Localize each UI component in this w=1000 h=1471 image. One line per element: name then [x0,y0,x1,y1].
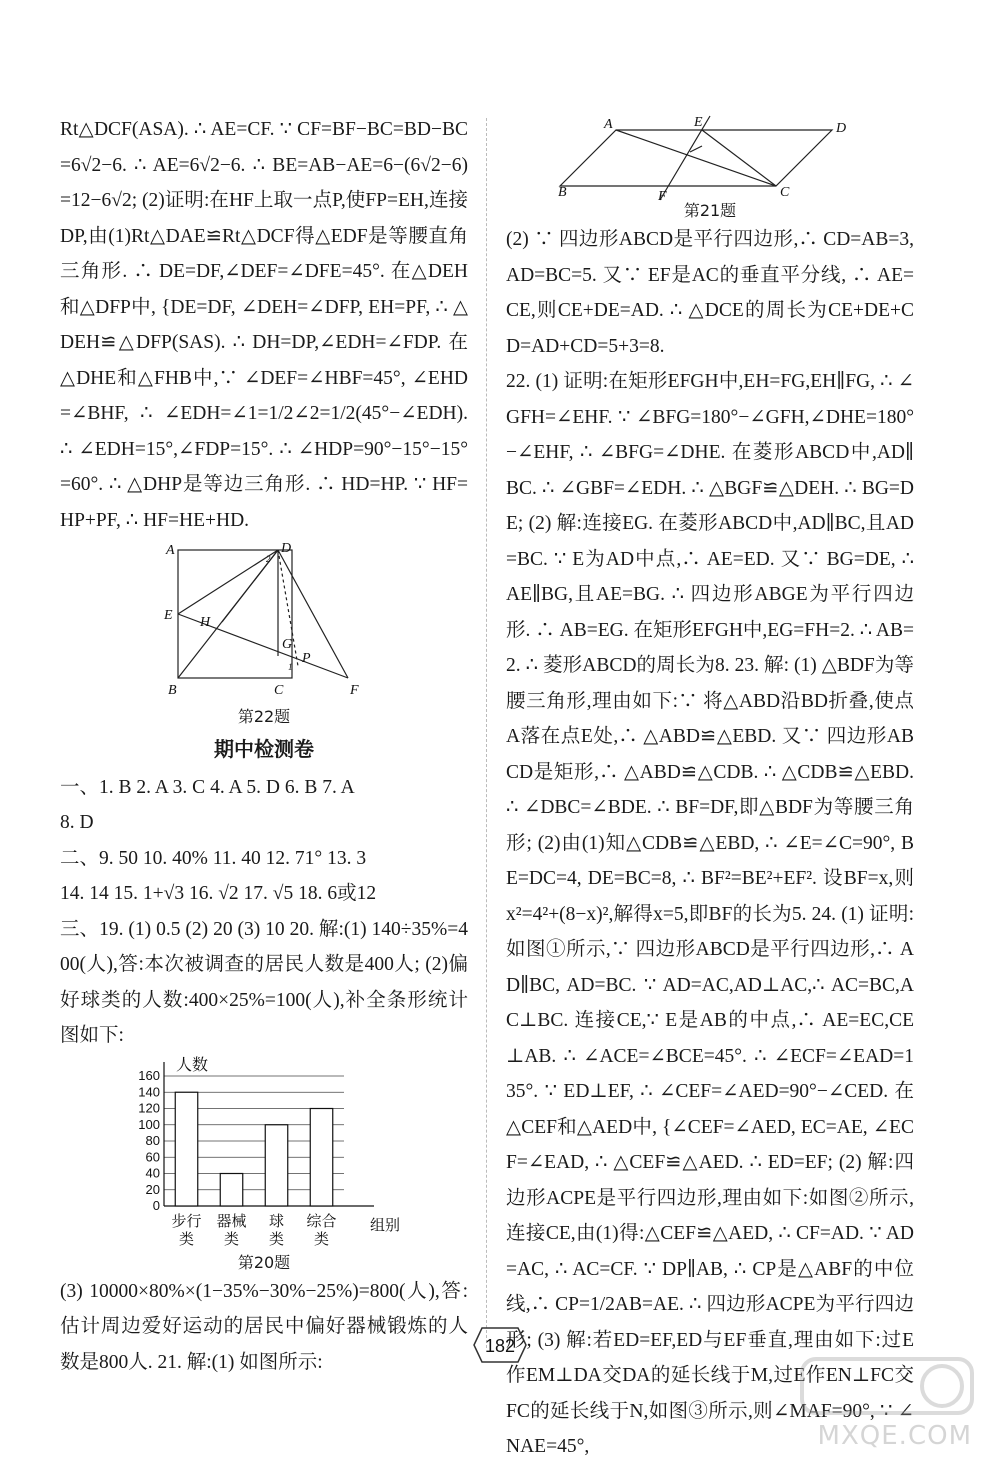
figure-21-diagram [558,115,860,204]
figure-21 [558,115,860,204]
label-D: D [836,121,847,136]
y-tick-label: 120 [138,1100,160,1115]
right-column [506,112,914,1465]
left-column [60,112,468,1380]
category-label-suffix: 类 [313,1229,330,1248]
figure-22-caption: 第22题 [237,707,291,726]
y-axis-label: 人数 [176,1054,209,1074]
watermark-text: MXQE.COM [817,1421,972,1451]
answers-choice-1: 一、1. B 2. A 3. C 4. A 5. D 6. B 7. A [60,776,355,798]
category-label-suffix: 类 [268,1229,285,1248]
category-label: 步行 [171,1211,202,1230]
answers-fill-1: 二、9. 50 10. 40% 11. 40 12. 71° 13. 3 [60,847,367,869]
label-A: A [166,543,175,558]
figure-20-caption: 第20题 [237,1252,291,1272]
label-C: C [274,683,284,698]
solution-22-24: 22. (1) 证明:在矩形EFGH中,EH=FG,EH∥FG, ∴ ∠GFH=∠EHF. ∵ ∠BFG=180°−∠GFH,∠DHE=180°−∠EHF, ∴ ∠BFG=∠DHE. 在菱形ABCD中,AD∥BC. ∴ ∠GBF=∠EDH. ∴ △BGF≌△DEH. ∴ BG=DE; (2) 解:连接EG. 在菱形ABCD中,AD∥BC,且AD=BC. ∵ E为AD中点,∴ AE=ED. 又∵ BG=DE, ∴ AE∥BG,且AE=BG. ∴ 四边形ABGE为平行四边形. ∴ AB=EG. 在矩形EFGH中,EG=FH=2. ∴ AB=2. ∴ 菱形ABCD的周长为8. 23. 解: (1) △BDF为等腰三角形,理由如下:∵ 将△ABD沿BD折叠,使点A落在点E处,∴ △ABD≌△EBD. 又∵ 四边形ABCD是矩形,∴ △ABD≌△CDB. ∴ △CDB≌△EBD. ∴ ∠DBC=∠BDE. ∴ BF=DF,即△BDF为等腰三角形; (2)由(1)知△CDB≌△EBD, ∴ ∠E=∠C=90°, BE=DC=4, DE=BC=8, ∴ BF²=BE²+EF². 设BF=x,则x²=4²+(8−x)²,解得x=5,即BF的长为5. 24. (1) 证明:如图①所示,∵ 四边形ABCD是平行四边形,∴ AD∥BC, AD=BC. ∵ AD=AC,AD⊥AC,∴ AC=BC,AC⊥BC. 连接CE,∵ E是AB的中点,∴ AE=EC,CE⊥AB. ∴ ∠ACE=∠BCE=45°. ∴ ∠ECF=∠EAD=135°. ∵ ED⊥EF, ∴ ∠CEF=∠AED=90°−∠CED. 在△CEF和△AED中, {∠CEF=∠AED, EC=AE, ∠ECF=∠EAD, ∴ △CEF≌△AED. ∴ ED=EF; (2) 解:四边形ACPE是平行四边形,理由如下:如图②所示,连接CE,由(1)得:△CEF≌△AED, ∴ CF=AD. ∵ AD=AC, ∴ AC=CF. ∵ DP∥AB, ∴ CP是△ABF的中位线,∴ CP=1/2AB=AE. ∴ 四边形ACPE为平行四边形; (3) 解:若ED=EF,ED与EF垂直,理由如下:过E作EM⊥DA交DA的延长线于M,过E作EN⊥FC交FC的延长线于N,如图③所示,则∠MAF=90°, ∵ ∠NAE=45°, [506,371,914,1457]
y-tick-label: 100 [138,1116,160,1132]
answers-choice-2: 8. D [60,812,94,833]
section-title: 期中检测卷 [214,737,314,761]
category-label: 球 [268,1211,285,1230]
label-P: P [302,651,311,666]
solution-paragraph-21-part: Rt△DCF(ASA). ∴ AE=CF. ∵ CF=BF−BC=BD−BC=6√2−6. ∴ AE=6√2−6. ∴ BE=AB−AE=6−(6√2−6)=12−6√2; (2)证明:在HF上取一点P,使FP=EH,连接DP,由(1)Rt△DAE≌Rt△DCF得△EDF是等腰直角三角形. ∴ DE=DF,∠DEF=∠DFE=45°. 在△DEH和△DFP中, {DE=DF, ∠DEH=∠DFP, EH=PF, ∴ △DEH≌△DFP(SAS). ∴ DH=DP,∠EDH=∠FDP. 在△DHE和△FHB中,∵ ∠DEF=∠HBF=45°, ∠EHD=∠BHF, ∴ ∠EDH=∠1=1/2∠2=1/2(45°−∠EDH). ∴ ∠EDH=15°,∠FDP=15°. ∴ ∠HDP=90°−15°−15°=60°. ∴ △DHP是等边三角形. ∴ HD=HP. ∵ HF=HP+PF, ∴ HF=HE+HD. [60,119,468,531]
y-tick-label: 40 [145,1165,160,1180]
answers-solution-19-20: 三、19. (1) 0.5 (2) 20 (3) 10 20. 解:(1) 140÷35%=400(人),答:本次被调查的居民人数是400人; (2)偏好球类的人数:400×25%=100(人),补全条形统计图如下: [60,918,468,1046]
label-C: C [780,185,790,200]
column-divider [486,118,487,1348]
answers-solution-20-21: (3) 10000×80%×(1−35%−30%−25%)=800(人),答:估计周边爱好运动的居民中偏好器械锻炼的人数是800人. 21. 解:(1) 如图所示: [60,1280,468,1373]
label-1: 1 [288,662,293,672]
page-number-text: 182 [484,1336,516,1356]
bar-chart [114,1056,414,1252]
label-F: F [658,189,667,204]
y-tick-label: 20 [145,1181,160,1197]
category-label-suffix: 类 [223,1229,240,1248]
y-tick-label: 60 [145,1148,160,1164]
label-B: B [168,683,177,698]
bar-3 [310,1108,333,1206]
bar-0 [175,1092,198,1206]
category-label: 综合 [306,1211,337,1230]
y-tick-label: 80 [145,1132,160,1148]
figure-22 [164,541,364,706]
y-tick-label: 160 [138,1067,160,1083]
label-G: G [282,637,293,652]
answers-fill-2: 14. 14 15. 1+√3 16. √2 17. √5 18. 6或12 [60,883,377,904]
label-2: 2 [266,554,271,564]
category-label-suffix: 类 [178,1229,195,1248]
y-tick-label: 0 [152,1197,160,1213]
bar-2 [265,1124,288,1205]
solution-21-part2: (2) ∵ 四边形ABCD是平行四边形,∴ CD=AB=3,AD=BC=5. 又∵ EF是AC的垂直平分线, ∴ AE=CE,则CE+DE=AD. ∴ △DCE的周长为CE+DE+CD=AD+CD=5+3=8. [506,229,914,357]
label-A: A [604,117,613,132]
watermark-logo [792,1351,982,1451]
page-number-frame [472,1326,528,1364]
label-B: B [558,185,567,200]
label-E: E [694,115,703,130]
category-label: 器械 [216,1211,247,1230]
page-number [472,1326,528,1364]
label-H: H [200,615,211,630]
figure-20-chart [114,1056,414,1252]
label-F: F [350,683,359,698]
label-E: E [164,608,173,623]
x-axis-label: 组别 [370,1215,401,1234]
figure-22-diagram [164,541,364,706]
y-tick-label: 140 [138,1083,160,1099]
watermark-icon [792,1351,982,1421]
figure-21-caption: 第21题 [683,201,737,220]
label-D: D [281,541,292,556]
bar-1 [220,1173,243,1206]
